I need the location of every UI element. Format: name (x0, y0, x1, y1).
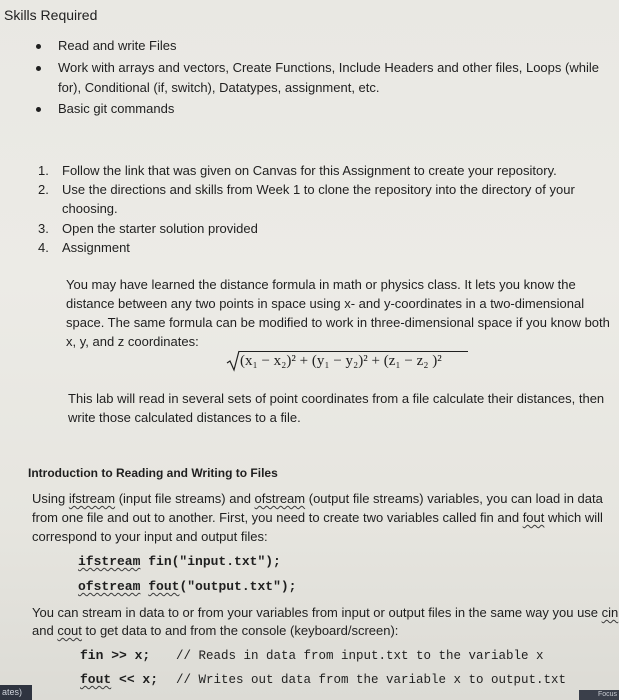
code-line-fout (80, 671, 158, 689)
text-run: from one file and out to another. First, you need to create two variables called fin and (32, 510, 523, 525)
bullet-icon (36, 107, 41, 112)
code-text: << x; (111, 672, 159, 687)
step-text: Assignment (62, 240, 130, 255)
keyword-ifstream: ifstream (68, 491, 116, 506)
focus-button[interactable]: Focus (579, 690, 619, 700)
step-text: Open the starter solution provided (62, 221, 258, 236)
paragraph-line: This lab will read in several sets of point coordinates from a file calculate their distances, then (68, 391, 605, 406)
skill-item: Read and write Files (58, 38, 177, 53)
sqrt-bar (239, 351, 468, 352)
paragraph-line: correspond to your input and output files: (32, 529, 268, 544)
text-run: You can stream in data to or from your variables from input or output files in the same way you use (32, 605, 602, 620)
skill-item-continued: for), Conditional (if, switch), Datatypes, assignment, etc. (58, 80, 380, 95)
text-run: (output file streams) variables, you can load in data (305, 491, 603, 506)
formula-expression: (x₁ − x₂)² + (y₁ − y₂)² + (z₁ − z₂ )² (240, 353, 442, 369)
text-run: and (32, 623, 58, 638)
skills-heading: Skills Required (4, 7, 98, 23)
paragraph-line: You may have learned the distance formula in math or physics class. It lets you know the (66, 277, 576, 292)
text-run: to get data to and from the console (keyboard/screen): (81, 623, 399, 638)
step-number: 4. (38, 240, 49, 255)
code-text: ("output.txt"); (179, 579, 297, 594)
paragraph-line: x, y, and z coordinates: (66, 334, 199, 349)
code-line-ifstream (78, 553, 281, 571)
step-text-continued: choosing. (62, 201, 118, 216)
step-text: Follow the link that was given on Canvas for this Assignment to create your repository. (62, 163, 557, 178)
text-run: which will (544, 510, 603, 525)
code-keyword: fout (148, 579, 180, 594)
code-comment: // Writes out data from the variable x to output.txt (176, 673, 567, 687)
bullet-icon (36, 66, 41, 71)
paragraph-line (32, 490, 603, 508)
paragraph-line: space. The same formula can be modified to work in three-dimensional space if you know both (66, 315, 610, 330)
code-comment: // Reads in data from input.txt to the variable x (176, 649, 544, 663)
paragraph-line (32, 622, 398, 640)
intro-heading: Introduction to Reading and Writing to Files (28, 466, 278, 480)
code-keyword: fout (80, 672, 112, 687)
step-number: 3. (38, 221, 49, 236)
keyword-cout: cout (57, 623, 82, 638)
skill-item: Work with arrays and vectors, Create Functions, Include Headers and other files, Loops (while (58, 60, 599, 75)
sqrt-icon (226, 350, 240, 372)
text-run: (input file streams) and (115, 491, 255, 506)
paragraph-line: write those calculated distances to a file. (68, 410, 301, 425)
keyword-cin: cin (601, 605, 619, 620)
paragraph-line (32, 509, 603, 527)
step-number: 1. (38, 163, 49, 178)
keyword-ofstream: ofstream (254, 491, 306, 506)
code-line-ofstream (78, 578, 296, 596)
step-number: 2. (38, 182, 49, 197)
code-line-fin: fin >> x; (80, 648, 151, 663)
bullet-icon (36, 44, 41, 49)
code-keyword: ofstream (78, 579, 141, 594)
step-text: Use the directions and skills from Week 1 to clone the repository into the directory of your (62, 182, 575, 197)
taskbar-fragment[interactable]: ates) (0, 685, 32, 700)
text-run: Using (32, 491, 69, 506)
paragraph-line: distance between any two points in space using x- and y-coordinates in a two-dimensional (66, 296, 585, 311)
skill-item: Basic git commands (58, 101, 175, 116)
code-keyword: ifstream (78, 554, 141, 569)
paragraph-line (32, 604, 618, 622)
code-text: fin("input.txt"); (140, 554, 281, 569)
keyword-fout: fout (522, 510, 545, 525)
